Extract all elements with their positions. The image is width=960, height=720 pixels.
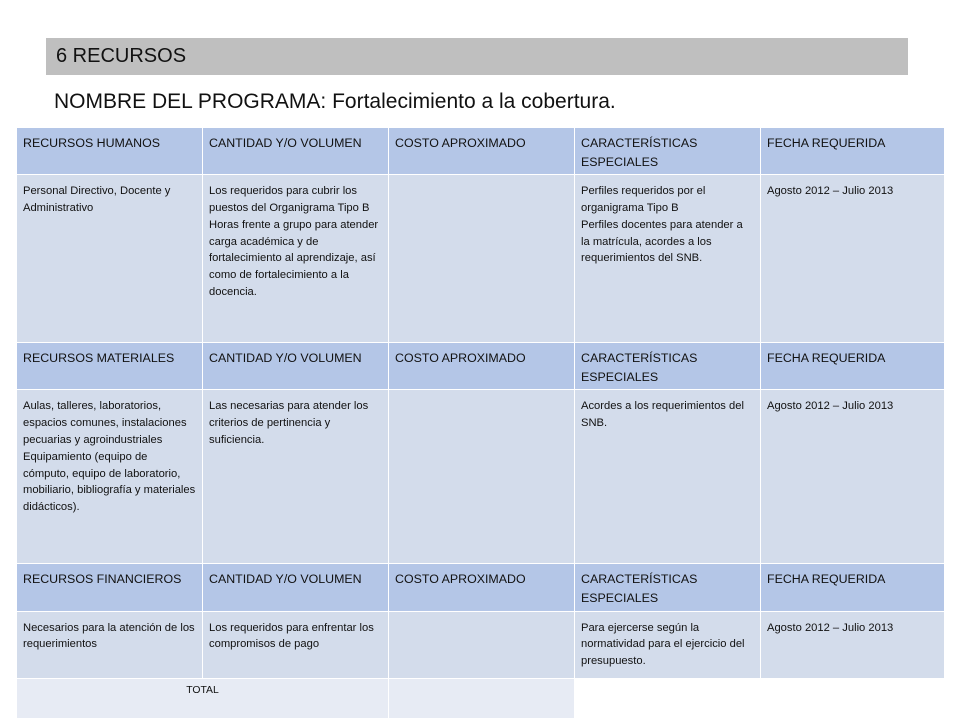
header-cell: CANTIDAD Y/O VOLUMEN bbox=[203, 128, 389, 175]
table-cell: Acordes a los requerimientos del SNB. bbox=[575, 390, 761, 564]
table-cell bbox=[389, 390, 575, 564]
header-cell: FECHA REQUERIDA bbox=[761, 128, 945, 175]
total-row bbox=[17, 678, 945, 718]
table-cell bbox=[389, 611, 575, 678]
header-cell: COSTO APROXIMADO bbox=[389, 128, 575, 175]
header-cell: COSTO APROXIMADO bbox=[389, 564, 575, 611]
total-label: TOTAL bbox=[17, 678, 389, 718]
header-cell: RECURSOS MATERIALES bbox=[17, 343, 203, 390]
header-cell: CANTIDAD Y/O VOLUMEN bbox=[203, 564, 389, 611]
table-header-row-financieros bbox=[17, 564, 945, 611]
table-header-row-materiales bbox=[17, 343, 945, 390]
table-header-row-humanos bbox=[17, 128, 945, 175]
table-cell bbox=[389, 175, 575, 343]
total-empty-cell bbox=[575, 678, 945, 718]
table-cell: Agosto 2012 – Julio 2013 bbox=[761, 611, 945, 678]
header-cell: RECURSOS HUMANOS bbox=[17, 128, 203, 175]
table-cell: Aulas, talleres, laboratorios, espacios comunes, instalaciones pecuarias y agroindustriales Equipamiento (equipo de cómputo, equipo de laboratorio, mobiliario, bibliografía y materiales didácticos). bbox=[17, 390, 203, 564]
table-cell: Los requeridos para cubrir los puestos del Organigrama Tipo B Horas frente a grupo para atender carga académica y de fortalecimiento al aprendizaje, así como de fortalecimiento a la docencia. bbox=[203, 175, 389, 343]
header-cell: FECHA REQUERIDA bbox=[761, 343, 945, 390]
header-cell: CANTIDAD Y/O VOLUMEN bbox=[203, 343, 389, 390]
table-row-humanos bbox=[17, 175, 945, 343]
table-cell: Agosto 2012 – Julio 2013 bbox=[761, 390, 945, 564]
header-cell: RECURSOS FINANCIEROS bbox=[17, 564, 203, 611]
table-cell: Para ejercerse según la normatividad para el ejercicio del presupuesto. bbox=[575, 611, 761, 678]
table-cell: Agosto 2012 – Julio 2013 bbox=[761, 175, 945, 343]
section-title: 6 RECURSOS bbox=[56, 45, 187, 67]
total-value bbox=[389, 678, 575, 718]
program-title: NOMBRE DEL PROGRAMA: Fortalecimiento a la cobertura. bbox=[54, 90, 616, 113]
table-cell: Personal Directivo, Docente y Administrativo bbox=[17, 175, 203, 343]
section-header bbox=[46, 38, 908, 75]
header-cell: CARACTERÍSTICAS ESPECIALES bbox=[575, 128, 761, 175]
table-row-financieros bbox=[17, 611, 945, 678]
table-cell: Las necesarias para atender los criterios de pertinencia y suficiencia. bbox=[203, 390, 389, 564]
table-cell: Necesarios para la atención de los requerimientos bbox=[17, 611, 203, 678]
header-cell: COSTO APROXIMADO bbox=[389, 343, 575, 390]
table-cell: Perfiles requeridos por el organigrama Tipo B Perfiles docentes para atender a la matrícula, acordes a los requerimientos del SNB. bbox=[575, 175, 761, 343]
header-cell: CARACTERÍSTICAS ESPECIALES bbox=[575, 564, 761, 611]
table-cell: Los requeridos para enfrentar los compromisos de pago bbox=[203, 611, 389, 678]
table-row-materiales bbox=[17, 390, 945, 564]
header-cell: FECHA REQUERIDA bbox=[761, 564, 945, 611]
resources-table bbox=[16, 127, 945, 719]
header-cell: CARACTERÍSTICAS ESPECIALES bbox=[575, 343, 761, 390]
